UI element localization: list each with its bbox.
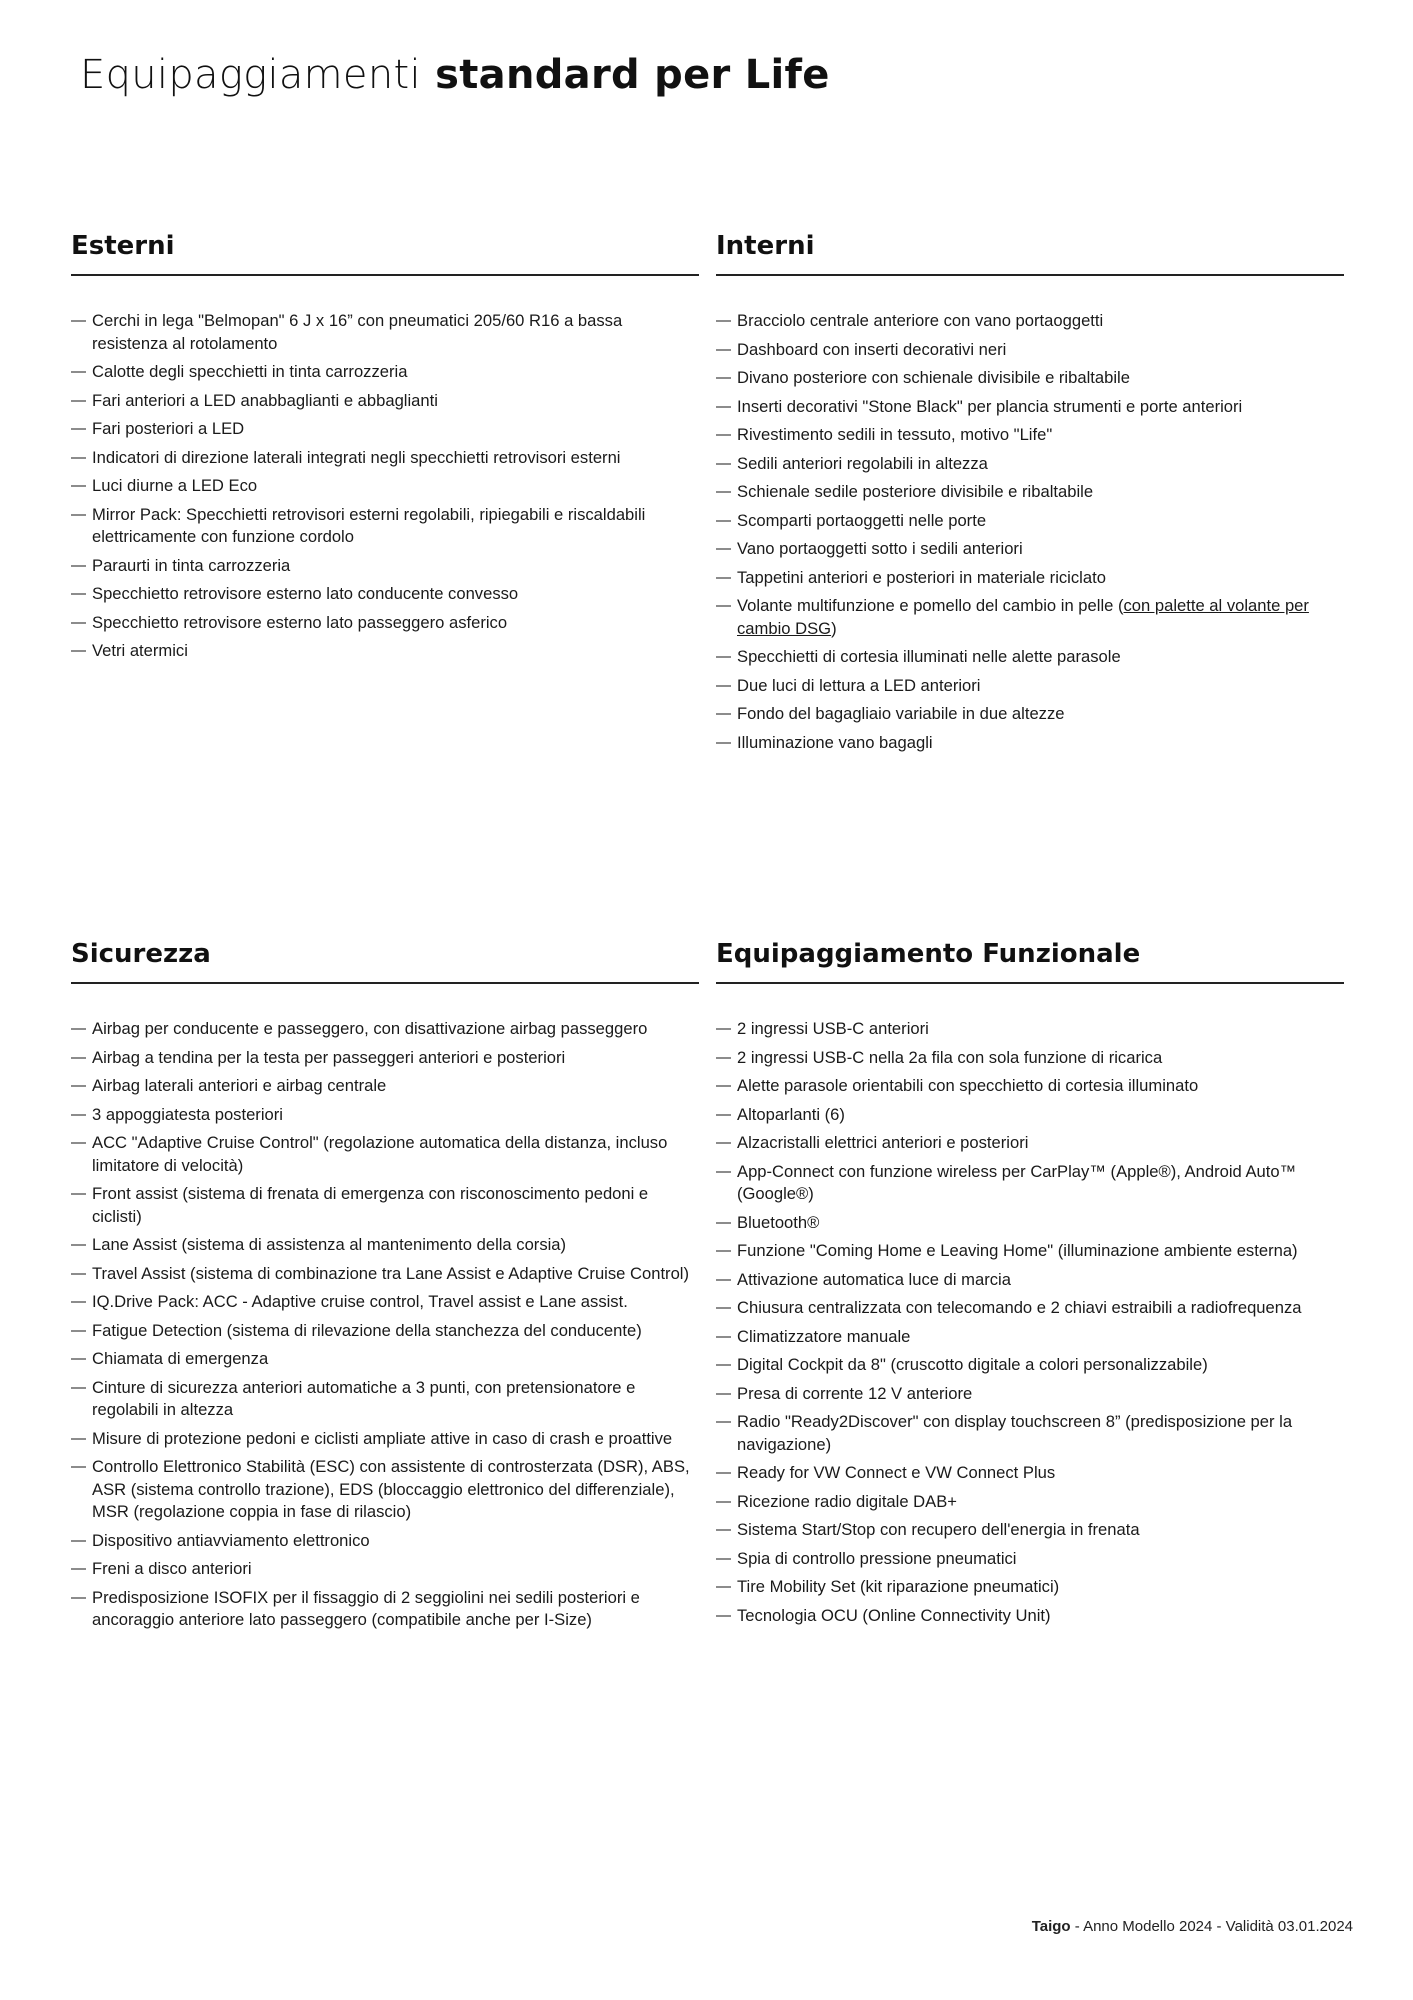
list-sicurezza xyxy=(71,1018,699,1632)
list-item: — Front assist (sistema di frenata di emergenza con risconoscimento pedoni e ciclisti) xyxy=(71,1183,699,1228)
list-item: — ACC "Adaptive Cruise Control" (regolazione automatica della distanza, incluso limitatore di velocità) xyxy=(71,1132,699,1177)
list-item: — Controllo Elettronico Stabilità (ESC) con assistente di controsterzata (DSR), ABS, ASR (sistema controllo trazione), EDS (bloccaggio elettronico del differenziale), MSR (regolazione coppia in fase di rilascio) xyxy=(71,1456,699,1524)
footer-validity: - Anno Modello 2024 - Validità 03.01.2024 xyxy=(1070,1918,1353,1935)
list-item: — Illuminazione vano bagagli xyxy=(716,732,1344,755)
list-item: — Dispositivo antiavviamento elettronico xyxy=(71,1530,699,1553)
list-item: — Dashboard con inserti decorativi neri xyxy=(716,339,1344,362)
list-item: — Attivazione automatica luce di marcia xyxy=(716,1269,1344,1292)
list-item: — Bracciolo centrale anteriore con vano portaoggetti xyxy=(716,310,1344,333)
list-item: — Freni a disco anteriori xyxy=(71,1558,699,1581)
section-heading-sicurezza: Sicurezza xyxy=(71,936,699,984)
list-item: — Digital Cockpit da 8" (cruscotto digitale a colori personalizzabile) xyxy=(716,1354,1344,1377)
list-item: — Funzione "Coming Home e Leaving Home" (illuminazione ambiente esterna) xyxy=(716,1240,1344,1263)
volante-underlined: con palette al volante per cambio DSG xyxy=(737,596,1309,638)
list-item: — Airbag a tendina per la testa per passeggeri anteriori e posteriori xyxy=(71,1047,699,1070)
list-item: — Fari posteriori a LED xyxy=(71,418,699,441)
footer-model: Taigo xyxy=(1031,1918,1071,1935)
list-item: — App-Connect con funzione wireless per CarPlay™ (Apple®), Android Auto™ (Google®) xyxy=(716,1161,1344,1206)
list-item: — IQ.Drive Pack: ACC - Adaptive cruise control, Travel assist e Lane assist. xyxy=(71,1291,699,1314)
list-item: — Fatigue Detection (sistema di rilevazione della stanchezza del conducente) xyxy=(71,1320,699,1343)
section-heading-esterni: Esterni xyxy=(71,228,699,276)
list-item: — Luci diurne a LED Eco xyxy=(71,475,699,498)
list-item: — Chiamata di emergenza xyxy=(71,1348,699,1371)
list-item: — Specchietto retrovisore esterno lato passeggero asferico xyxy=(71,612,699,635)
list-item: — Tire Mobility Set (kit riparazione pneumatici) xyxy=(716,1576,1344,1599)
list-item: — Vano portaoggetti sotto i sedili anteriori xyxy=(716,538,1344,561)
list-item: — Radio "Ready2Discover" con display touchscreen 8” (predisposizione per la navigazione) xyxy=(716,1411,1344,1456)
list-item: — 2 ingressi USB-C nella 2a fila con sola funzione di ricarica xyxy=(716,1047,1344,1070)
list-item: — Rivestimento sedili in tessuto, motivo "Life" xyxy=(716,424,1344,447)
list-item: — Sedili anteriori regolabili in altezza xyxy=(716,453,1344,476)
list-item: — Misure di protezione pedoni e ciclisti ampliate attive in caso di crash e proattive xyxy=(71,1428,699,1451)
section-interni xyxy=(716,228,1344,760)
list-item: — Specchietti di cortesia illuminati nelle alette parasole xyxy=(716,646,1344,669)
list-item: — Alzacristalli elettrici anteriori e posteriori xyxy=(716,1132,1344,1155)
list-item: — Specchietto retrovisore esterno lato conducente convesso xyxy=(71,583,699,606)
list-item: — Indicatori di direzione laterali integrati negli specchietti retrovisori esterni xyxy=(71,447,699,470)
list-item: — Due luci di lettura a LED anteriori xyxy=(716,675,1344,698)
list-item: — Tappetini anteriori e posteriori in materiale riciclato xyxy=(716,567,1344,590)
list-item: — Lane Assist (sistema di assistenza al mantenimento della corsia) xyxy=(71,1234,699,1257)
section-esterni xyxy=(71,228,699,669)
list-item: — Presa di corrente 12 V anteriore xyxy=(716,1383,1344,1406)
list-item: — Scomparti portaoggetti nelle porte xyxy=(716,510,1344,533)
section-sicurezza xyxy=(71,936,699,1638)
footer xyxy=(1032,1918,1353,1935)
section-heading-funzionale: Equipaggiamento Funzionale xyxy=(716,936,1344,984)
volante-close: ) xyxy=(831,618,837,638)
list-item: — Cinture di sicurezza anteriori automatiche a 3 punti, con pretensionatore e regolabili in altezza xyxy=(71,1377,699,1422)
list-item: — Travel Assist (sistema di combinazione tra Lane Assist e Adaptive Cruise Control) xyxy=(71,1263,699,1286)
list-item: — Cerchi in lega "Belmopan" 6 J x 16” con pneumatici 205/60 R16 a bassa resistenza al rotolamento xyxy=(71,310,699,355)
page-title-bold: standard per Life xyxy=(435,52,830,98)
list-item: — Vetri atermici xyxy=(71,640,699,663)
list-item: — Airbag per conducente e passeggero, con disattivazione airbag passeggero xyxy=(71,1018,699,1041)
list-item: — Fondo del bagagliaio variabile in due altezze xyxy=(716,703,1344,726)
list-item: — Sistema Start/Stop con recupero dell'energia in frenata xyxy=(716,1519,1344,1542)
list-item: — Ricezione radio digitale DAB+ xyxy=(716,1491,1344,1514)
list-item: — Paraurti in tinta carrozzeria xyxy=(71,555,699,578)
list-item: — Airbag laterali anteriori e airbag centrale xyxy=(71,1075,699,1098)
list-item: — Divano posteriore con schienale divisibile e ribaltabile xyxy=(716,367,1344,390)
list-item: — Mirror Pack: Specchietti retrovisori esterni regolabili, ripiegabili e riscaldabili elettricamente con funzione cordolo xyxy=(71,504,699,549)
list-item-volante xyxy=(716,595,1344,640)
section-heading-interni: Interni xyxy=(716,228,1344,276)
list-item: — 3 appoggiatesta posteriori xyxy=(71,1104,699,1127)
list-item: — Altoparlanti (6) xyxy=(716,1104,1344,1127)
list-item: — Spia di controllo pressione pneumatici xyxy=(716,1548,1344,1571)
page-title xyxy=(80,52,830,98)
list-item: — Tecnologia OCU (Online Connectivity Unit) xyxy=(716,1605,1344,1628)
list-item: — Predisposizione ISOFIX per il fissaggio di 2 seggiolini nei sedili posteriori e ancoraggio anteriore lato passeggero (compatibile anche per I-Size) xyxy=(71,1587,699,1632)
list-item: — Schienale sedile posteriore divisibile e ribaltabile xyxy=(716,481,1344,504)
volante-text: Volante multifunzione e pomello del cambio in pelle ( xyxy=(737,596,1124,615)
section-funzionale xyxy=(716,936,1344,1633)
list-item: — Calotte degli specchietti in tinta carrozzeria xyxy=(71,361,699,384)
page-title-light: Equipaggiamenti xyxy=(80,52,421,98)
list-item: — 2 ingressi USB-C anteriori xyxy=(716,1018,1344,1041)
list-item: — Climatizzatore manuale xyxy=(716,1326,1344,1349)
list-item: — Inserti decorativi "Stone Black" per plancia strumenti e porte anteriori xyxy=(716,396,1344,419)
list-item: — Bluetooth® xyxy=(716,1212,1344,1235)
list-item: — Ready for VW Connect e VW Connect Plus xyxy=(716,1462,1344,1485)
list-funzionale xyxy=(716,1018,1344,1627)
list-item: — Alette parasole orientabili con specchietto di cortesia illuminato xyxy=(716,1075,1344,1098)
list-item: — Chiusura centralizzata con telecomando e 2 chiavi estraibili a radiofrequenza xyxy=(716,1297,1344,1320)
list-interni xyxy=(716,310,1344,754)
list-item: — Fari anteriori a LED anabbaglianti e abbaglianti xyxy=(71,390,699,413)
list-esterni xyxy=(71,310,699,663)
